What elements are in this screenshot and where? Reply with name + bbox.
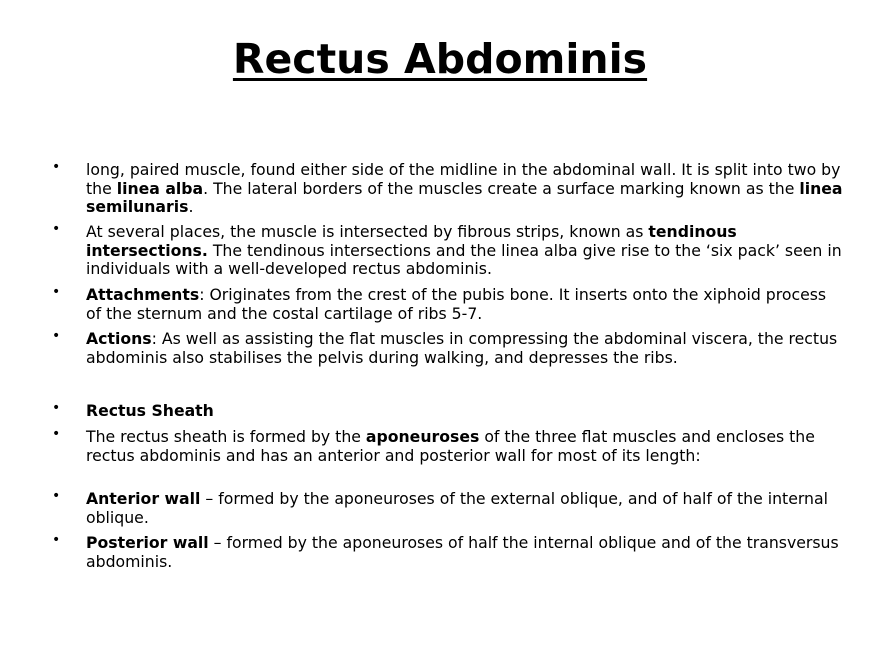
text-run: : As well as assisting the flat muscles in compressing the abdominal viscera, the rectus abdominis also stabilises the pelvis during walking, and depresses the ribs.: [86, 329, 838, 367]
bullet-item: [52, 328, 846, 367]
bold-term: aponeuroses: [365, 427, 480, 446]
bullet-text: [86, 427, 815, 465]
bullet-dot-icon: •: [52, 328, 61, 344]
bold-term: linea alba: [116, 178, 204, 198]
text-run: of the three flat muscles and encloses the rectus abdominis and has an anterior and posterior wall for most of its length:: [86, 427, 815, 465]
bullet-text: [86, 285, 826, 323]
bullet-dot-icon: •: [52, 488, 61, 504]
bullet-dot-icon: •: [52, 159, 61, 175]
bullet-dot-icon: •: [52, 221, 61, 237]
bullet-text: [86, 401, 214, 420]
bullet-text: [86, 222, 842, 278]
text-run: long, paired muscle, found either side of the midline in the abdominal wall. It is split into two by the: [86, 160, 841, 198]
text-run: – formed by the aponeuroses of half the internal oblique and of the transversus abdominis.: [86, 533, 839, 571]
bold-term: Posterior wall: [86, 533, 209, 552]
text-run: . The lateral borders of the muscles create a surface marking known as the: [203, 178, 800, 198]
bullet-item: [52, 488, 846, 527]
text-run: The rectus sheath is formed by the: [86, 427, 366, 446]
bullet-item: [52, 284, 846, 323]
bullet-item: [52, 426, 846, 465]
slide-title: Rectus Abdominis: [232, 35, 648, 83]
bold-term: tendinous intersections.: [86, 222, 737, 260]
bullet-text: [86, 160, 843, 216]
text-run: At several places, the muscle is intersected by fibrous strips, known as: [86, 222, 649, 241]
bullet-dot-icon: •: [52, 284, 61, 300]
bullet-item: [52, 400, 846, 421]
bullet-item: [52, 159, 846, 217]
bullet-dot-icon: •: [52, 426, 61, 442]
bullet-text: [86, 329, 837, 367]
bullet-item: [52, 532, 846, 571]
text-run: The tendinous intersections and the linea alba give rise to the ‘six pack’ seen in individuals with a well-developed rectus abdominis.: [86, 240, 842, 278]
bullet-text: [86, 533, 839, 571]
text-run: .: [188, 197, 194, 216]
bold-term: Actions: [86, 329, 152, 348]
bullet-dot-icon: •: [52, 400, 61, 416]
bullet-dot-icon: •: [52, 532, 61, 548]
text-run: : Originates from the crest of the pubis bone. It inserts onto the xiphoid process of the sternum and the costal cartilage of ribs 5-7.: [86, 285, 827, 323]
bold-term: linea semilunaris: [86, 178, 843, 216]
bold-term: Attachments: [86, 285, 200, 304]
bold-term: Rectus Sheath: [86, 401, 214, 420]
text-run: – formed by the aponeuroses of the external oblique, and of half of the internal oblique.: [86, 489, 828, 527]
bullet-item: [52, 221, 846, 279]
bold-term: Anterior wall: [86, 489, 201, 508]
bullet-text: [86, 489, 828, 527]
